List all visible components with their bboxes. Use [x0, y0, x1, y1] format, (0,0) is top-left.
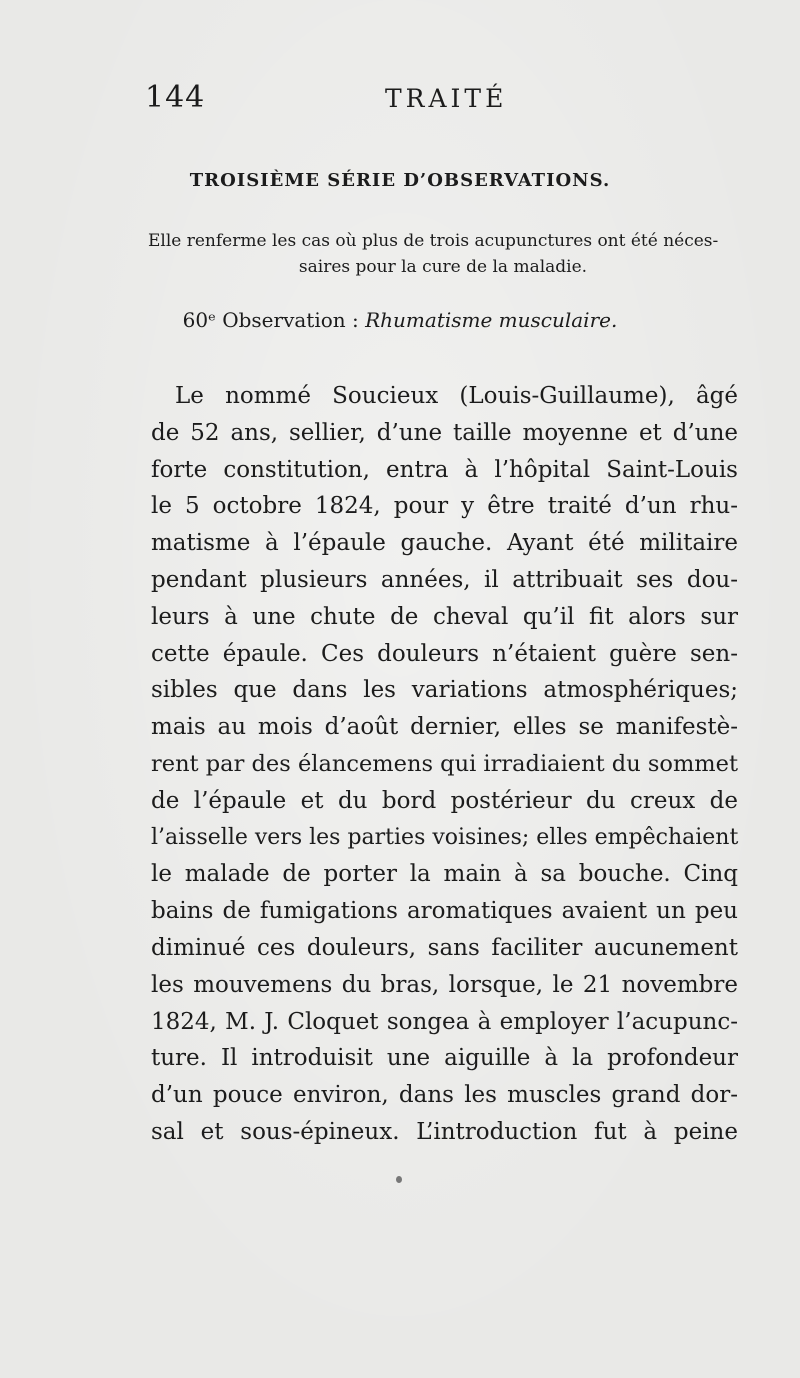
body-line: de l’épaule et du bord postérieur du creux de	[151, 787, 738, 814]
body-line: le 5 octobre 1824, pour y être traité d’un rhu-	[151, 493, 738, 520]
body-line: sibles que dans les variations atmosphériques;	[151, 677, 738, 704]
observation-number: 60ᵉ Observation :	[182, 308, 359, 332]
body-line: mais au mois d’août dernier, elles se manifestè-	[151, 714, 738, 741]
section-intro	[148, 228, 738, 280]
intro-line: Elle renferme les cas où plus de trois acupunctures ont été néces-	[148, 231, 719, 251]
body-line: rent par des élancemens qui irradiaient du sommet	[151, 750, 738, 777]
ink-speck	[396, 1176, 402, 1183]
body-line: cette épaule. Ces douleurs n’étaient guère sen-	[151, 640, 738, 667]
body-line: les mouvemens du bras, lorsque, le 21 novembre	[151, 971, 738, 998]
observation-title: Rhumatisme musculaire.	[365, 308, 618, 332]
body-line: 1824, M. J. Cloquet songea à employer l’acupunc-	[151, 1008, 738, 1035]
body-line: de 52 ans, sellier, d’une taille moyenne et d’une	[151, 419, 738, 446]
page-number: 144	[145, 80, 206, 115]
body-line: pendant plusieurs années, il attribuait ses dou-	[151, 566, 738, 593]
body-line: ture. Il introduisit une aiguille à la profondeur	[151, 1045, 738, 1072]
body-line: leurs à une chute de cheval qu’il fit alors sur	[151, 603, 738, 630]
body-line: l’aisselle vers les parties voisines; elles empêchaient	[151, 824, 739, 850]
section-title: TROISIÈME SÉRIE D’OBSERVATIONS.	[189, 170, 611, 191]
body-line: le malade de porter la main à sa bouche. Cinq	[151, 861, 738, 888]
body-line: matisme à l’épaule gauche. Ayant été militaire	[151, 530, 738, 557]
body-line: bains de fumigations aromatiques avaient un peu	[151, 898, 738, 925]
observation-heading	[0, 308, 800, 332]
running-title: TRAITÉ	[385, 84, 508, 113]
body-line: sal et sous-épineux. L’introduction fut à peine	[151, 1118, 738, 1145]
body-line: d’un pouce environ, dans les muscles grand dor-	[151, 1082, 738, 1109]
body-line: Le nommé Soucieux (Louis-Guillaume), âgé	[175, 383, 738, 409]
intro-line: saires pour la cure de la maladie.	[298, 257, 588, 277]
body-line: diminué ces douleurs, sans faciliter aucunement	[151, 934, 738, 961]
page-header	[145, 80, 735, 120]
body-paragraph	[151, 378, 738, 1151]
bleed-through-text	[170, 120, 182, 155]
body-line: forte constitution, entra à l’hôpital Saint-Louis	[151, 456, 738, 483]
